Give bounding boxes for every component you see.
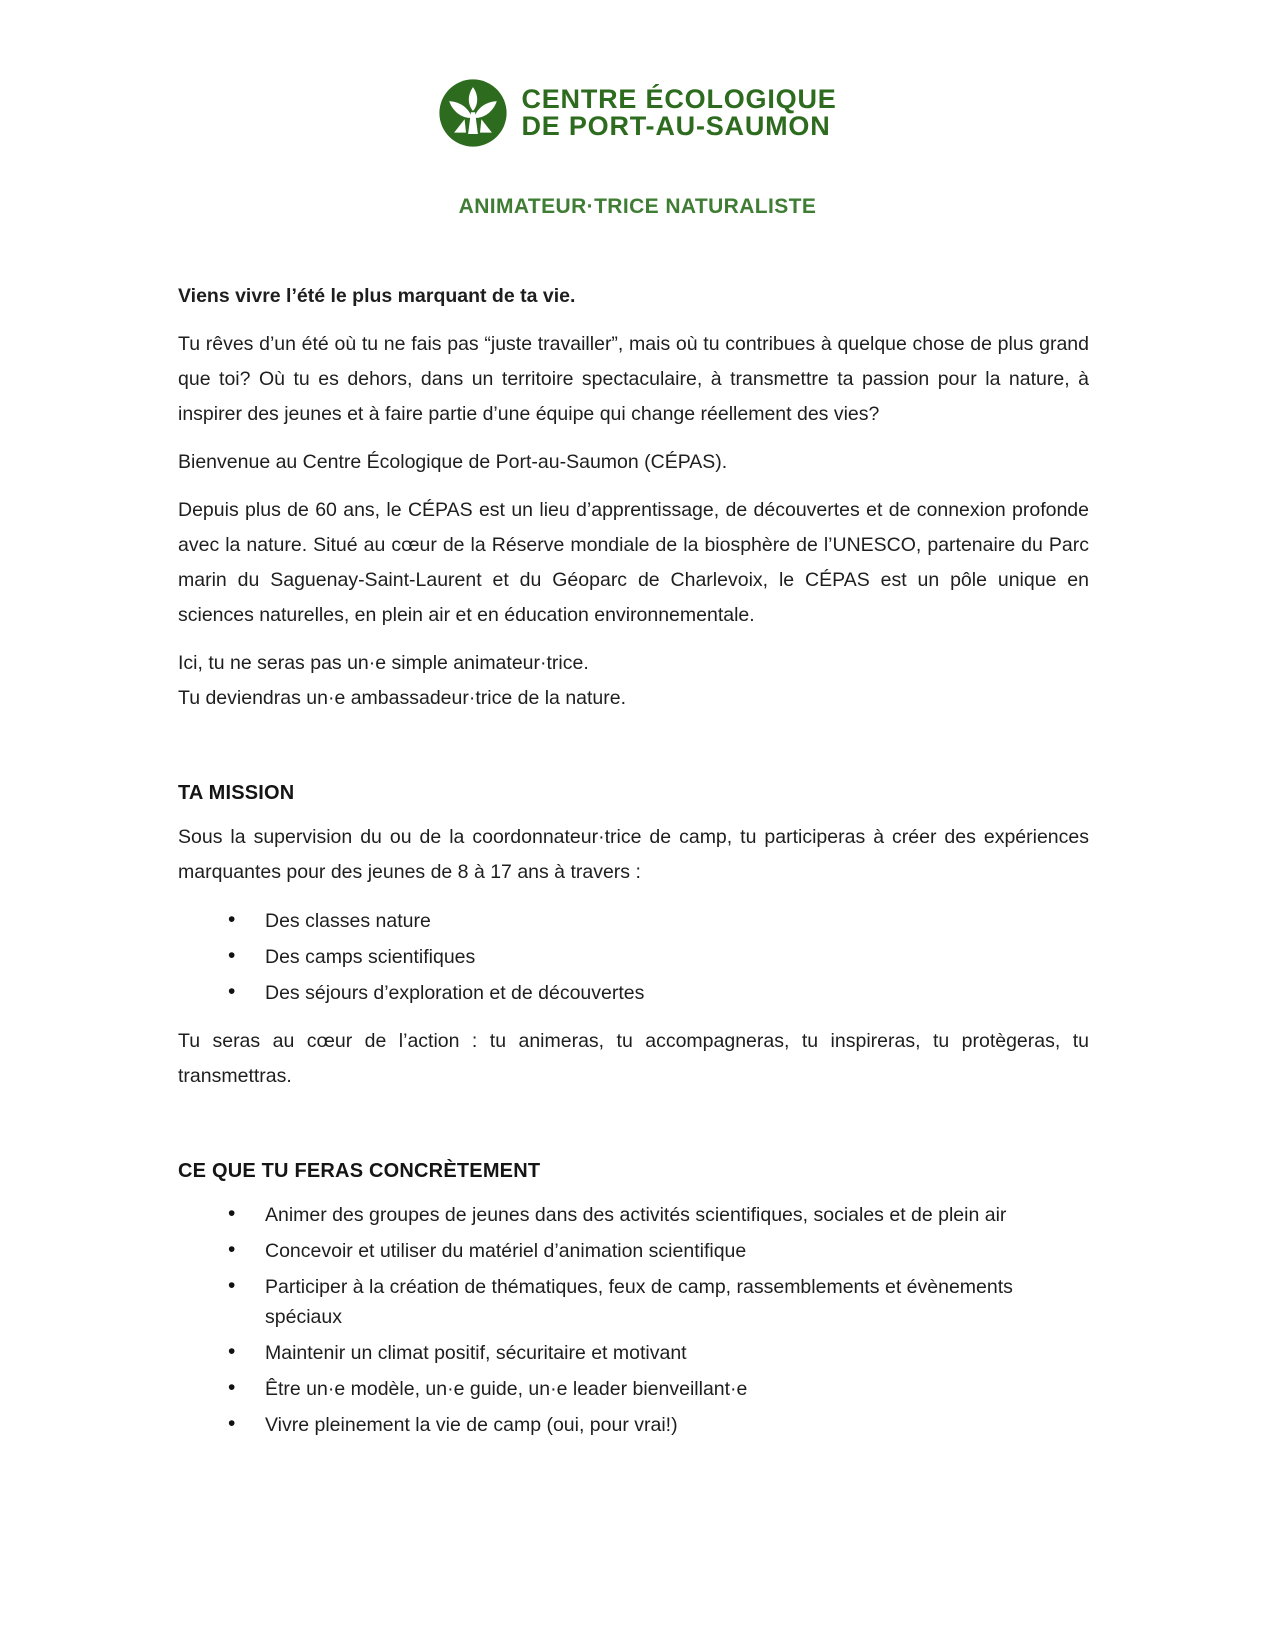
intro-paragraph-4-line2: Tu deviendras un·e ambassadeur·trice de la nature. — [178, 687, 627, 709]
list-item: • Des classes nature — [228, 906, 1089, 936]
mission-heading: TA MISSION — [178, 782, 295, 804]
logo — [0, 0, 1275, 148]
document-body — [0, 279, 1275, 1440]
tasks-heading: CE QUE TU FERAS CONCRÈTEMENT — [178, 1160, 541, 1182]
plant-logo-icon — [438, 78, 508, 148]
intro-paragraph-3: Depuis plus de 60 ans, le CÉPAS est un lieu d’apprentissage, de découvertes et de connexion profonde avec la nature. Situé au cœur de la Réserve mondiale de la biosphère de l’UNESCO, partenaire du Parc marin du Saguenay-Saint-Laurent et du Géoparc de Charlevoix, le CÉPAS est un pôle unique en sciences naturelles, en plein air et en éducation environnementale. — [178, 499, 1089, 626]
tasks-list — [178, 1200, 1089, 1440]
intro-paragraph-2: Bienvenue au Centre Écologique de Port-au-Saumon (CÉPAS). — [178, 451, 728, 473]
logo-wordmark — [521, 86, 836, 140]
list-item: • Participer à la création de thématiques, feux de camp, rassemblements et évènements spéciaux — [228, 1272, 1089, 1332]
mission-outro: Tu seras au cœur de l’action : tu animeras, tu accompagneras, tu inspireras, tu protègeras, tu transmettras. — [178, 1030, 1089, 1087]
list-item: • Être un·e modèle, un·e guide, un·e leader bienveillant·e — [228, 1374, 1089, 1404]
job-title: ANIMATEUR·TRICE NATURALISTE — [458, 195, 817, 218]
intro-paragraph-4 — [178, 646, 1089, 716]
list-item: • Maintenir un climat positif, sécuritaire et motivant — [228, 1338, 1089, 1368]
mission-list — [178, 906, 1089, 1008]
list-item: • Animer des groupes de jeunes dans des activités scientifiques, sociales et de plein air — [228, 1200, 1089, 1230]
list-item: • Des séjours d’exploration et de découvertes — [228, 978, 1089, 1008]
list-item: • Des camps scientifiques — [228, 942, 1089, 972]
intro-hook: Viens vivre l’été le plus marquant de ta vie. — [178, 285, 576, 307]
list-item: • Vivre pleinement la vie de camp (oui, pour vrai!) — [228, 1410, 1089, 1440]
intro-paragraph-4-line1: Ici, tu ne seras pas un·e simple animateur·trice. — [178, 652, 589, 674]
list-item: • Concevoir et utiliser du matériel d’animation scientifique — [228, 1236, 1089, 1266]
mission-intro: Sous la supervision du ou de la coordonnateur·trice de camp, tu participeras à créer des expériences marquantes pour des jeunes de 8 à 17 ans à travers : — [178, 826, 1089, 883]
logo-wordmark-line2: DE PORT-AU-SAUMON — [521, 111, 831, 141]
intro-paragraph-1: Tu rêves d’un été où tu ne fais pas “juste travailler”, mais où tu contribues à quelque chose de plus grand que toi? Où tu es dehors, dans un territoire spectaculaire, à transmettre ta passion pour la nature, à inspirer des jeunes et à faire partie d’une équipe qui change réellement des vies? — [178, 333, 1089, 425]
logo-wordmark-line1: CENTRE ÉCOLOGIQUE — [521, 84, 837, 114]
